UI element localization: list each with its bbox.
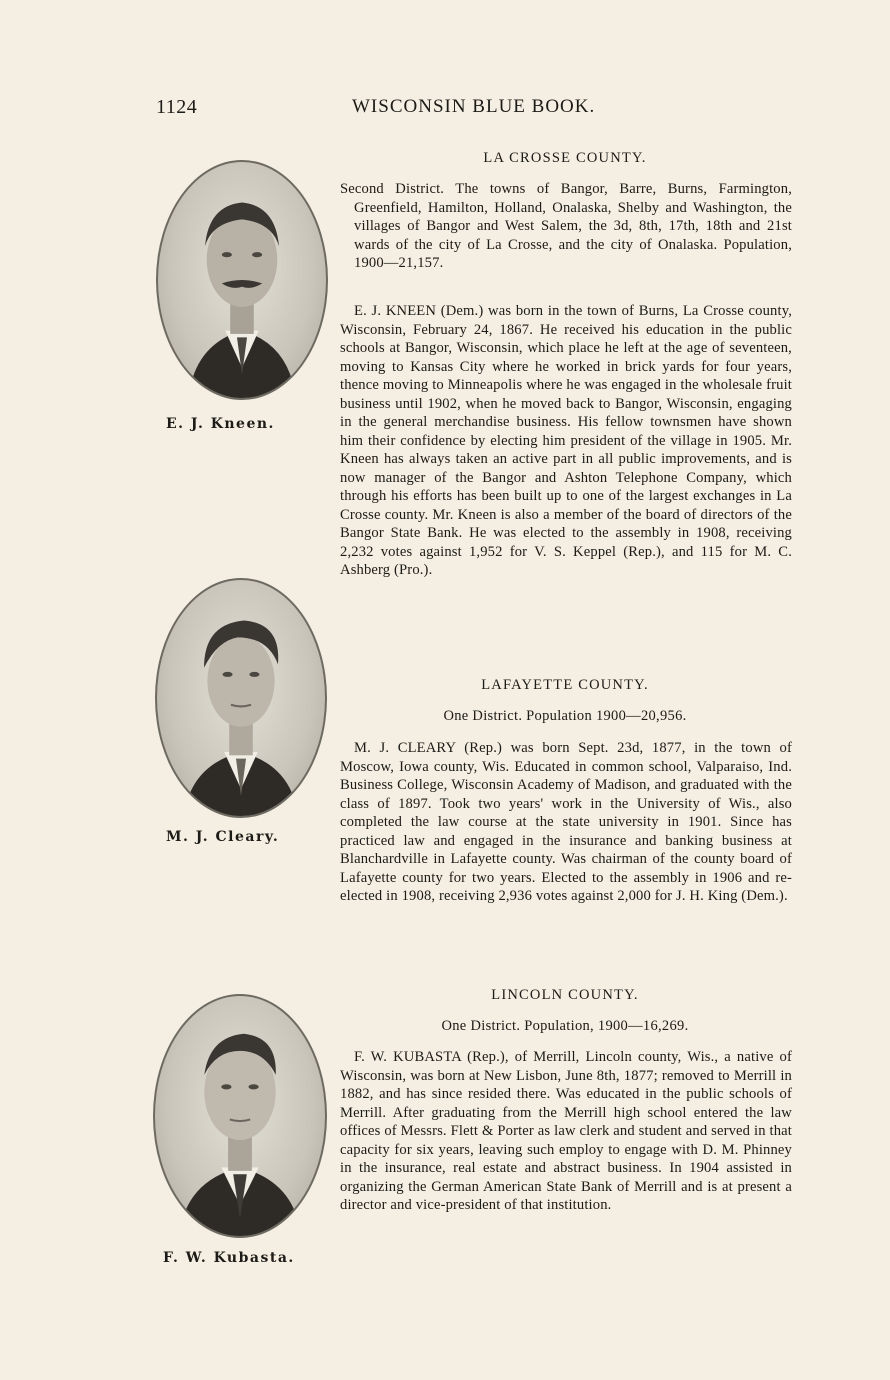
biography-kubasta: F. W. KUBASTA (Rep.), of Merrill, Lincoln county, Wis., a native of Wisconsin, was born at New Lisbon, June 8th, 1877; removed to Merrill in 1882, and has since resided there. Was educated in the public schools of Merrill. After graduating from the Merrill high school entered the law offices of Messrs. Flett & Porter as law clerk and student and served in that capacity for six years, leaving such employ to engage with D. M. Phinney in the insurance, real estate and abstract business. In 1904 assisted in organizing the German American State Bank of Merrill and is at present a director and vice-president of that institution.: [340, 1049, 792, 1213]
district-description-la-crosse: Second District. The towns of Bangor, Barre, Burns, Farmington, Greenfield, Hamilton, Holland, Onalaska, Shelby and Washington, the villages of Bangor and West Salem, the 3d, 8th, 17th, 18th and 21st wards of the city of La Crosse, and the city of Onalaska. Population, 1900—21,157.: [340, 181, 792, 271]
portrait-kneen: [156, 160, 328, 400]
portrait-kubasta: [153, 994, 327, 1238]
book-title: WISCONSIN BLUE BOOK.: [352, 96, 596, 117]
portrait-cleary: [155, 578, 327, 818]
section-title-la-crosse: LA CROSSE COUNTY.: [483, 150, 647, 166]
caption-cleary: M. J. Cleary.: [166, 829, 280, 845]
caption-kubasta: F. W. Kubasta.: [163, 1250, 295, 1266]
district-description-lafayette: One District. Population 1900—20,956.: [443, 708, 687, 724]
biography-kneen: E. J. KNEEN (Dem.) was born in the town of Burns, La Crosse county, Wisconsin, February 24, 1867. He received his education in the public schools at Bangor, Wisconsin, which place he left at the age of seventeen, moving to Kansas City where he worked in brick yards for four years, thence moving to Minneapolis where he was engaged in the wholesale fruit business until 1902, when he moved back to Bangor, Wisconsin, engaging in the general merchandise business. His fellow townsmen have shown him their confidence by electing him president of the village in 1905. Mr. Kneen has always taken an active part in all public improvements, and is now manager of the Bangor and Ashton Telephone Company, which through his efforts has been built up to one of the largest exchanges in La Crosse county. Mr. Kneen is also a member of the board of directors of the Bangor State Bank. He was elected to the assembly in 1908, receiving 2,232 votes against 1,952 for V. S. Keppel (Rep.), and 115 for M. C. Ashberg (Pro.).: [340, 303, 792, 578]
district-description-lincoln: One District. Population, 1900—16,269.: [441, 1018, 689, 1034]
page-number: 1124: [156, 96, 198, 118]
biography-cleary: M. J. CLEARY (Rep.) was born Sept. 23d, 1877, in the town of Moscow, Iowa county, Wis. Educated in common school, Valparaiso, Ind. Business College, Wisconsin Academy of Madison, and graduated with the class of 1897. Took two years' work in the University of Wis., also completed the law course at the state university in 1901. Since has practiced law and engaged in the insurance and banking business at Blanchardville in Lafayette county. Was chairman of the county board of Lafayette county for two years. Elected to the assembly in 1906 and re-elected in 1908, receiving 2,936 votes against 2,000 for J. H. King (Dem.).: [340, 740, 792, 904]
section-title-lafayette: LAFAYETTE COUNTY.: [481, 677, 649, 693]
section-title-lincoln: LINCOLN COUNTY.: [491, 987, 639, 1003]
caption-kneen: E. J. Kneen.: [166, 416, 275, 432]
running-head: [0, 96, 890, 124]
